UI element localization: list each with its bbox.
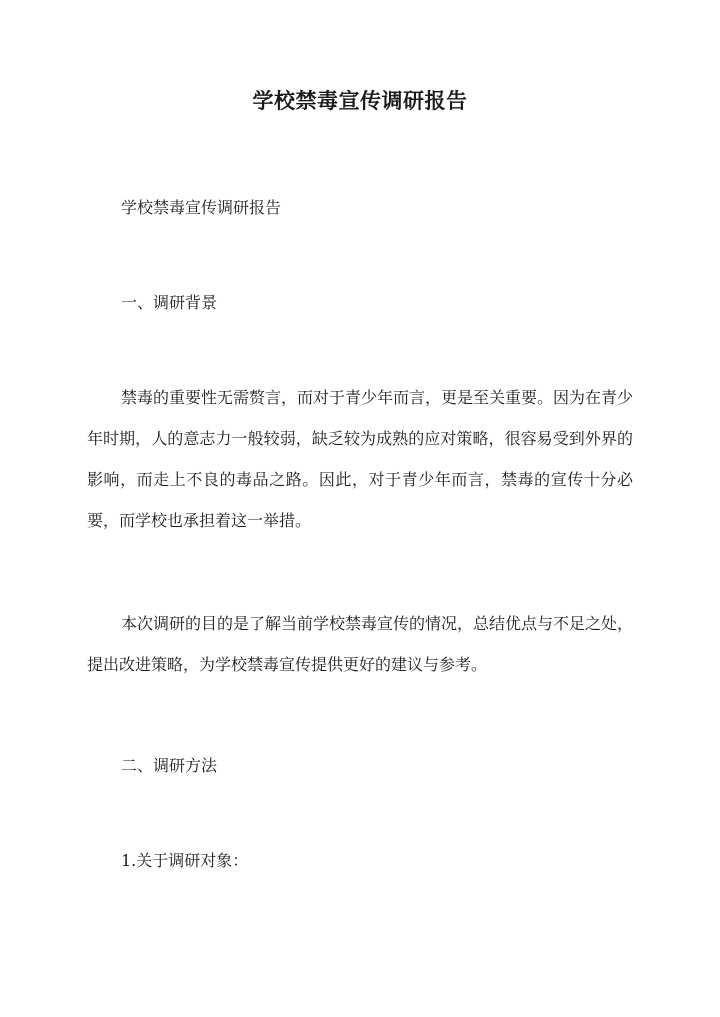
body-paragraph-purpose: 本次调研的目的是了解当前学校禁毒宣传的情况，总结优点与不足之处，提出改进策略，为学校禁毒宣传提供更好的建议与参考。: [87, 614, 634, 674]
section-heading-background: 一、调研背景: [121, 293, 218, 312]
subsection-heading-subjects: 1.关于调研对象：: [121, 851, 249, 870]
section-heading-method: 二、调研方法: [121, 756, 218, 775]
document-title: 学校禁毒宣传调研报告: [252, 88, 468, 113]
subtitle-paragraph: 学校禁毒宣传调研报告: [121, 198, 282, 217]
body-paragraph-importance: 禁毒的重要性无需赘言，而对于青少年而言，更是至关重要。因为在青少年时期，人的意志力一般较弱，缺乏较为成熟的应对策略，很容易受到外界的影响，而走上不良的毒品之路。因此，对于青少年而言，禁毒的宣传十分必要，而学校也承担着这一举措。: [87, 388, 634, 530]
